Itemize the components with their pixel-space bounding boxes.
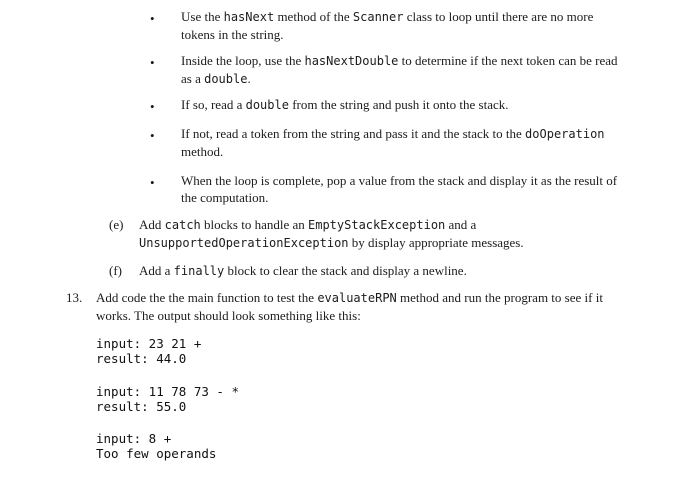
bullet-marker: • xyxy=(150,175,155,190)
code-term: double xyxy=(204,72,248,86)
text-run: Use the xyxy=(181,9,224,24)
text-run: . xyxy=(247,71,251,86)
text-run: If so, read a xyxy=(181,97,246,112)
text-run: block to clear the stack and display a newline. xyxy=(224,263,467,278)
bullet-marker: • xyxy=(150,99,155,114)
text-run: method of the xyxy=(274,9,353,24)
text-run: class to loop until there are no more tokens in the string. xyxy=(181,9,594,42)
code-term: UnsupportedOperationException xyxy=(139,236,349,250)
text-run: Inside the loop, use the xyxy=(181,53,305,68)
code-term: hasNext xyxy=(223,10,275,24)
text-run: When the loop is complete, pop a value from the stack and display it as the result of the computation. xyxy=(181,173,618,205)
sub-item-e xyxy=(139,216,609,252)
bullet-item-1 xyxy=(181,8,621,43)
text-run: If not, read a token from the string and pass it and the stack to the xyxy=(181,126,526,141)
bullet-item-2 xyxy=(181,52,621,88)
code-term: doOperation xyxy=(525,127,605,141)
code-line-input-1: input: 23 21 + xyxy=(96,336,202,351)
code-line-input-2: input: 11 78 73 - * xyxy=(96,384,239,399)
code-term: catch xyxy=(164,218,201,232)
sub-item-label-f: (f) xyxy=(109,263,122,278)
text-run: blocks to handle an xyxy=(200,217,308,232)
code-term: double xyxy=(245,98,289,112)
item-13-label: 13. xyxy=(66,290,83,305)
bullet-marker: • xyxy=(150,128,155,143)
text-run: Add xyxy=(139,217,165,232)
text-run: Add code the the main function to test the xyxy=(96,290,318,305)
bullet-item-5 xyxy=(181,172,621,206)
text-run: by display appropriate messages. xyxy=(348,235,524,250)
bullet-item-4 xyxy=(181,125,621,160)
sub-item-f xyxy=(139,262,609,280)
text-run: to determine if the next token can be read as a xyxy=(181,53,618,86)
text-run: from the string and push it onto the stack. xyxy=(288,97,509,112)
code-term: EmptyStackException xyxy=(308,218,446,232)
code-line-error: Too few operands xyxy=(96,446,217,461)
bullet-marker: • xyxy=(150,55,155,70)
code-line-result-2: result: 55.0 xyxy=(96,399,187,414)
text-run: method and run the program to see if it works. The output should look something like this: xyxy=(96,290,603,323)
text-run: Add a xyxy=(139,263,174,278)
code-term: finally xyxy=(173,264,225,278)
bullet-item-3 xyxy=(181,96,621,114)
code-term: hasNextDouble xyxy=(304,54,399,68)
item-13-text xyxy=(96,289,636,324)
code-term: evaluateRPN xyxy=(317,291,397,305)
text-run: method. xyxy=(181,144,224,159)
code-line-input-3: input: 8 + xyxy=(96,431,172,446)
code-line-result-1: result: 44.0 xyxy=(96,351,187,366)
text-run: and a xyxy=(445,217,477,232)
code-term: Scanner xyxy=(352,10,404,24)
sub-item-label-e: (e) xyxy=(109,217,124,232)
bullet-marker: • xyxy=(150,11,155,26)
